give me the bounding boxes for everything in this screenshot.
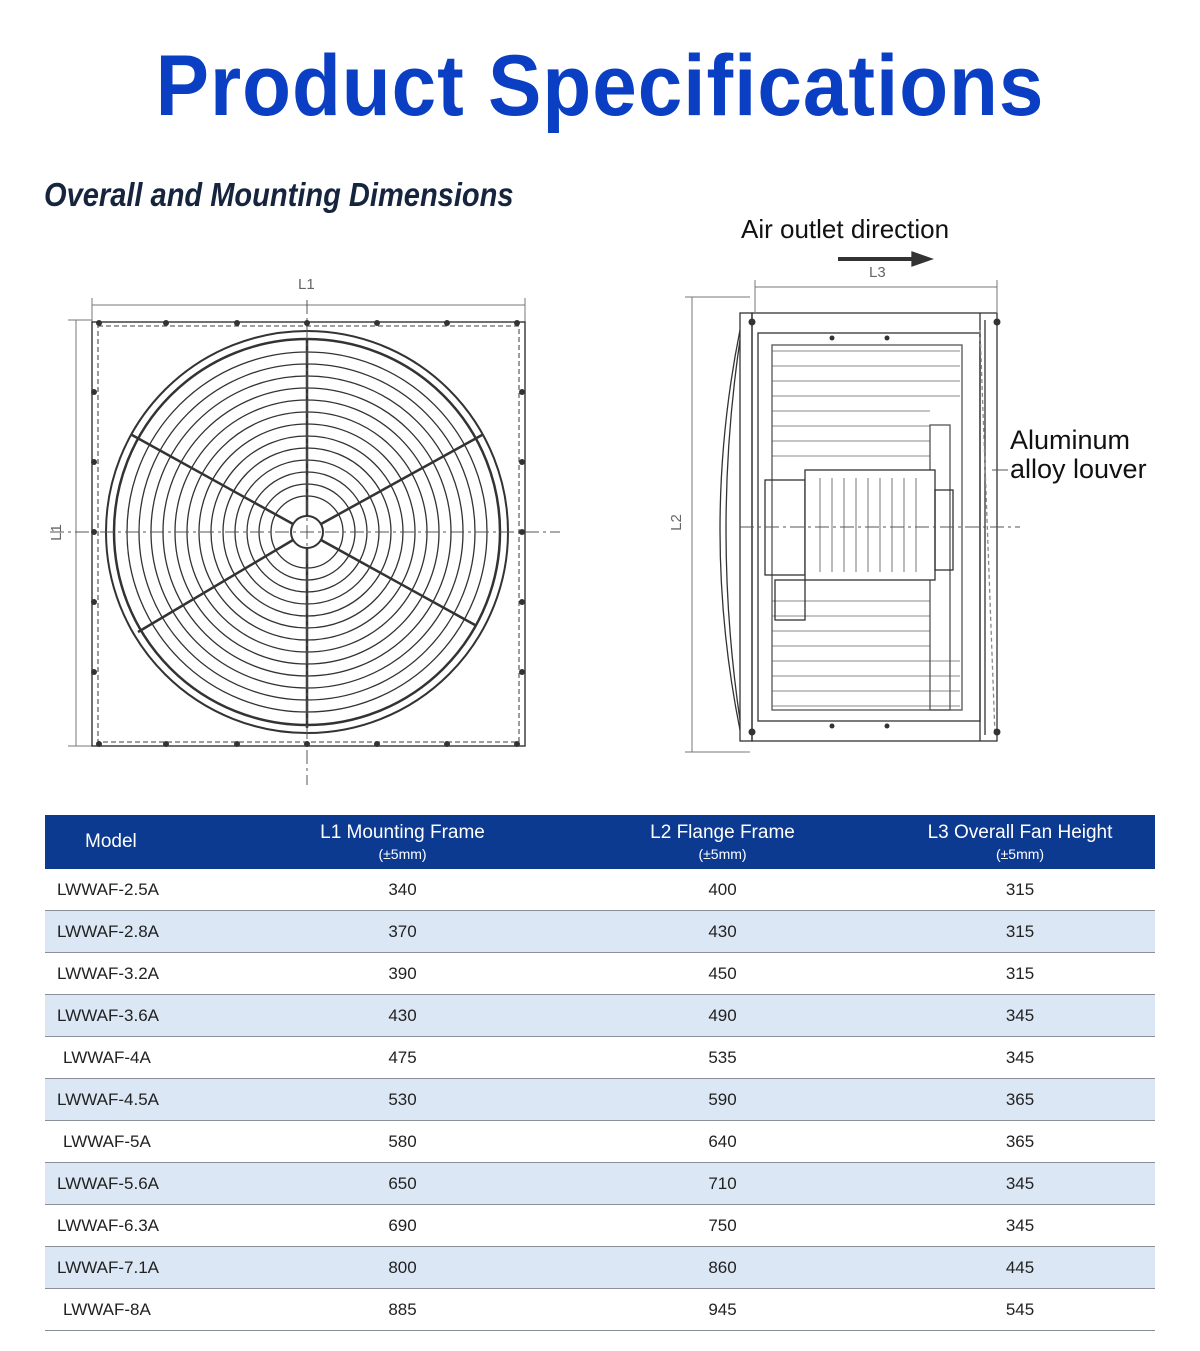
cell-l2: 450 (560, 953, 885, 995)
cell-model: LWWAF-4A (45, 1037, 245, 1079)
cell-l3: 315 (885, 911, 1155, 953)
cell-l3: 315 (885, 953, 1155, 995)
table-row (45, 1163, 1155, 1205)
dim-label-l2: L2 (667, 514, 685, 531)
cell-l2: 490 (560, 995, 885, 1037)
cell-model: LWWAF-6.3A (45, 1205, 245, 1247)
header-l3-sub: (±5mm) (995, 846, 1045, 862)
table-row (45, 911, 1155, 953)
cell-model: LWWAF-4.5A (45, 1079, 245, 1121)
table-header-row (45, 815, 1155, 869)
cell-l1: 530 (245, 1079, 560, 1121)
cell-l1: 800 (245, 1247, 560, 1289)
header-l2 (560, 815, 885, 869)
dim-label-l1: L1 (298, 276, 315, 293)
side-view-drawing (685, 252, 1020, 752)
cell-l2: 640 (560, 1121, 885, 1163)
cell-l2: 750 (560, 1205, 885, 1247)
cell-l1: 650 (245, 1163, 560, 1205)
cell-l1: 370 (245, 911, 560, 953)
cell-model: LWWAF-3.6A (45, 995, 245, 1037)
cell-model: LWWAF-7.1A (45, 1247, 245, 1289)
table-row (45, 1079, 1155, 1121)
table-row (45, 869, 1155, 911)
header-l1-main: L1 Mounting Frame (320, 822, 485, 843)
page-title: Product Specifications (155, 37, 1045, 134)
header-l3 (885, 815, 1155, 869)
cell-l2: 860 (560, 1247, 885, 1289)
cell-l3: 345 (885, 1163, 1155, 1205)
cell-l2: 535 (560, 1037, 885, 1079)
cell-l2: 430 (560, 911, 885, 953)
cell-model: LWWAF-2.5A (45, 869, 245, 911)
header-l2-main: L2 Flange Frame (650, 822, 795, 843)
cell-l3: 445 (885, 1247, 1155, 1289)
cell-l2: 400 (560, 869, 885, 911)
cell-l1: 690 (245, 1205, 560, 1247)
table-row (45, 1037, 1155, 1079)
cell-l1: 580 (245, 1121, 560, 1163)
air-outlet-label: Air outlet direction (741, 214, 950, 244)
dim-label-l1-vertical: L1 (47, 524, 65, 541)
cell-l3: 345 (885, 1205, 1155, 1247)
cell-l3: 345 (885, 1037, 1155, 1079)
table-row (45, 953, 1155, 995)
cell-l3: 315 (885, 869, 1155, 911)
cell-l3: 545 (885, 1289, 1155, 1331)
front-view-drawing (47, 298, 560, 785)
spec-table (45, 815, 1155, 1331)
cell-model: LWWAF-5A (45, 1121, 245, 1163)
table-row (45, 1205, 1155, 1247)
cell-l3: 365 (885, 1121, 1155, 1163)
table-row (45, 995, 1155, 1037)
dim-label-l3: L3 (869, 264, 886, 281)
cell-model: LWWAF-5.6A (45, 1163, 245, 1205)
header-l1-sub: (±5mm) (378, 846, 427, 862)
cell-l2: 710 (560, 1163, 885, 1205)
section-subtitle: Overall and Mounting Dimensions (44, 176, 514, 213)
cell-l3: 345 (885, 995, 1155, 1037)
cell-model: LWWAF-2.8A (45, 911, 245, 953)
cell-l1: 390 (245, 953, 560, 995)
cell-model: LWWAF-8A (45, 1289, 245, 1331)
louver-label: Aluminum alloy louver (1010, 425, 1147, 484)
table-row (45, 1247, 1155, 1289)
header-l3-main: L3 Overall Fan Height (927, 822, 1113, 843)
table-row (45, 1121, 1155, 1163)
cell-l1: 430 (245, 995, 560, 1037)
cell-l2: 945 (560, 1289, 885, 1331)
cell-l1: 885 (245, 1289, 560, 1331)
header-l2-sub: (±5mm) (698, 846, 747, 862)
cell-model: LWWAF-3.2A (45, 953, 245, 995)
cell-l1: 340 (245, 869, 560, 911)
header-l1 (245, 815, 560, 869)
cell-l1: 475 (245, 1037, 560, 1079)
cell-l3: 365 (885, 1079, 1155, 1121)
table-row (45, 1289, 1155, 1331)
cell-l2: 590 (560, 1079, 885, 1121)
header-model: Model (45, 815, 245, 869)
